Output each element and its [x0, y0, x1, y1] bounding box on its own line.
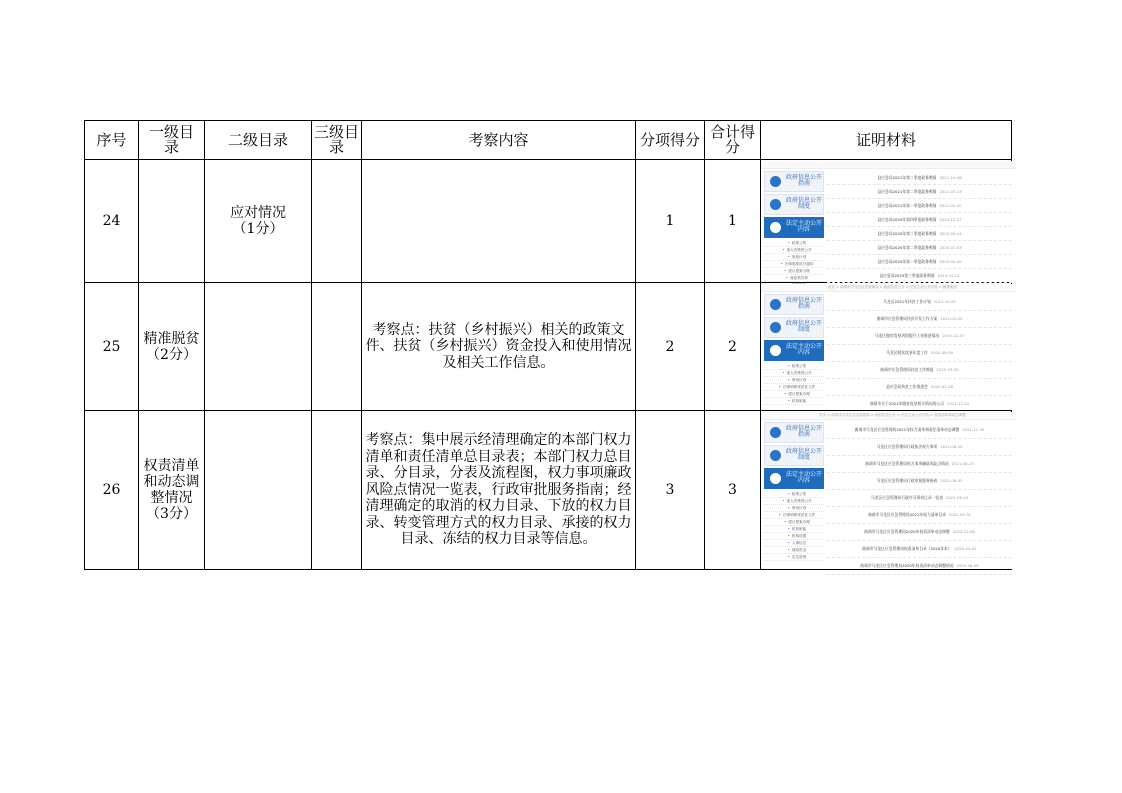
evidence-screenshot	[761, 161, 1016, 282]
submenu-list	[764, 363, 824, 405]
screenshot-sidebar	[764, 422, 824, 569]
submenu-item: • 人事信息	[764, 540, 824, 547]
cell-seq: 26	[85, 411, 139, 570]
screenshot-breadcrumb	[761, 161, 1016, 169]
list-icon	[770, 345, 781, 356]
cell-seq: 24	[85, 160, 139, 283]
submenu-item: • 机构职能	[764, 398, 824, 405]
screenshot-article-list	[827, 422, 1012, 569]
header-level3: 三级目录	[312, 121, 362, 160]
cell-seq: 25	[85, 283, 139, 411]
list-item: 曲靖市关于2021年脱贫攻坚相关情况的公示 2021-12-20	[827, 396, 1012, 413]
list-item: 县应急局2020年第一季度政务舆情 2020-04-09	[827, 255, 1012, 269]
table-row	[85, 411, 1012, 570]
list-item: 曲靖市马龙区应急管理局2020年权责清单动态调整情况 2020-06-06	[827, 558, 1012, 575]
list-item: 曲靖市马龙区应急管理局2021年权力清单目录 2021-05-31	[827, 507, 1012, 524]
submenu-item: • 规划计划	[764, 377, 824, 384]
submenu-item: • 政策公报	[764, 491, 824, 498]
screenshot-article-list	[827, 294, 1012, 410]
submenu-item: • 财政资金	[764, 547, 824, 554]
submenu-item: • 机构职能	[764, 526, 824, 533]
evidence-screenshot	[761, 284, 1016, 410]
submenu-item: • 政策公报	[764, 240, 824, 247]
table-row	[85, 160, 1012, 283]
list-item: 马龙区2021年扶贫工作计划 2021-10-02	[827, 294, 1012, 311]
screenshot-sidebar	[764, 171, 824, 282]
header-seq: 序号	[85, 121, 139, 160]
cell-total-score: 1	[705, 160, 761, 283]
header-total-score: 合计得分	[705, 121, 761, 160]
screenshot-sidebar	[764, 294, 824, 410]
submenu-item: • 法律明要部分通知	[764, 261, 824, 268]
header-level2: 二级目录	[205, 121, 312, 160]
cell-level3	[312, 283, 362, 411]
document-icon	[770, 450, 781, 461]
cell-evidence	[761, 160, 1012, 283]
list-item: 曲靖市马龙区应急管理局2021年权力清单和责任清单动态调整 2021-11-30	[827, 422, 1012, 439]
list-item: 马龙区应急管理局行政审批服务指南 2021-08-03	[827, 473, 1012, 490]
list-item: 曲靖市应急管理局扶贫工作简报 2020-03-25	[827, 362, 1012, 379]
submenu-item: • 财政预决算	[764, 275, 824, 282]
cell-content: 考察点：集中展示经清理确定的本部门权力清单和责任清单总目录表；本部门权力总目录、分目录，分表及流程图，权力事项廉政风险点情况一览表，行政审批服务指南；经清理确定的取消的权力目录、下放的权力目录、转变管理方式的权力目录、承接的权力目录、冻结的权力目录等信息。	[362, 411, 636, 570]
submenu-item: • 应急管理	[764, 554, 824, 561]
list-item: 县应急局2019第三季度政务舆情 2019-10-11	[827, 269, 1012, 283]
document-icon	[770, 322, 781, 333]
cell-level2: 应对情况 （1分）	[205, 160, 312, 283]
list-item: 县应急局2020年第四季度政务舆情 2020-12-27	[827, 213, 1012, 227]
list-item: 马龙区脱贫攻坚巩固提升工作推进情况 2020-12-07	[827, 328, 1012, 345]
submenu-item: • 规划计划	[764, 254, 824, 261]
header-content: 考察内容	[362, 121, 636, 160]
list-item: 县应急局扶贫工作推进会 2020-02-28	[827, 379, 1012, 396]
list-item: 县应急局2021年第二季度政务舆情 2021-07-13	[827, 185, 1012, 199]
submenu-item: • 建议提案办理	[764, 519, 824, 526]
list-item: 曲靖市马龙区应急管理局权责清单目录（2020年本） 2020-10-02	[827, 541, 1012, 558]
cell-item-score: 2	[636, 283, 705, 411]
list-item: 曲靖市应急管理局扶贫开发工作方案 2021-02-05	[827, 311, 1012, 328]
cell-item-score: 3	[636, 411, 705, 570]
list-item: 曲靖市马龙区应急管理局2020年权责清单动态调整 2020-12-08	[827, 524, 1012, 541]
list-item: 县应急局2020年第三季度政务舆情 2020-09-24	[827, 227, 1012, 241]
menu-content: 法定主动公开内容	[764, 468, 824, 489]
submenu-item: • 政策公报	[764, 363, 824, 370]
compass-icon	[770, 427, 781, 438]
cell-total-score: 2	[705, 283, 761, 411]
list-item: 县应急局2021年第三季度政务舆情 2021-10-08	[827, 171, 1012, 185]
screenshot-breadcrumb: 首页 > 曲靖市马龙区应急管理局 > 政府信息公开 > 法定主动公开内容 > 精准脱贫	[761, 284, 1016, 292]
cell-content: 考察点：扶贫（乡村振兴）相关的政策文件、扶贫（乡村振兴）资金投入和使用情况及相关工作信息。	[362, 283, 636, 411]
cell-evidence	[761, 283, 1012, 411]
header-level1: 一级目录	[139, 121, 205, 160]
submenu-item: • 重大决策预公开	[764, 247, 824, 254]
menu-system: 政府信息公开制度	[764, 194, 824, 215]
submenu-list	[764, 240, 824, 289]
cell-evidence	[761, 411, 1012, 570]
list-item: 马龙区应急管理局行政许可事项目录一览表 2021-06-15	[827, 490, 1012, 507]
screenshot-article-list	[827, 171, 1012, 282]
table-header-row	[85, 121, 1012, 160]
list-item: 县应急局2021年第一季度政务舆情 2021-03-30	[827, 199, 1012, 213]
evaluation-table	[84, 120, 1012, 570]
submenu-item: • 重大决策预公开	[764, 370, 824, 377]
cell-level2	[205, 283, 312, 411]
list-item: 马龙区脱贫攻坚年度工作 2020-09-09	[827, 345, 1012, 362]
evidence-screenshot	[761, 412, 1016, 569]
list-item: 马龙区应急管理局行政执法权力事项 2021-08-30	[827, 439, 1012, 456]
cell-item-score: 1	[636, 160, 705, 283]
list-item: 曲靖市马龙区应急管理局权力事项廉政风险点情况 2021-08-23	[827, 456, 1012, 473]
submenu-item: • 机构设置	[764, 533, 824, 540]
menu-system: 政府信息公开制度	[764, 317, 824, 338]
cell-level3	[312, 160, 362, 283]
menu-guide: 政府信息公开指南	[764, 294, 824, 315]
submenu-item: • 重大决策预公开	[764, 498, 824, 505]
menu-guide: 政府信息公开指南	[764, 422, 824, 443]
submenu-list	[764, 491, 824, 561]
screenshot-breadcrumb: 首页 > 曲靖市马龙区应急管理局 > 政府信息公开 > 法定主动公开内容 > 权责清单和动态调整	[761, 412, 1016, 420]
cell-level1: 权责清单和动态调整情况（3分）	[139, 411, 205, 570]
list-icon	[770, 473, 781, 484]
compass-icon	[770, 176, 781, 187]
cell-content	[362, 160, 636, 283]
cell-total-score: 3	[705, 411, 761, 570]
submenu-item: • 建议提案办理	[764, 268, 824, 275]
menu-content: 法定主动公开内容	[764, 340, 824, 361]
list-icon	[770, 222, 781, 233]
submenu-item: • 法律明要规范性文件	[764, 512, 824, 519]
header-evidence: 证明材料	[761, 121, 1012, 160]
menu-system: 政府信息公开制度	[764, 445, 824, 466]
cell-level1	[139, 160, 205, 283]
cell-level2	[205, 411, 312, 570]
header-item-score: 分项得分	[636, 121, 705, 160]
submenu-item: • 法律明要规范性文件	[764, 384, 824, 391]
menu-content: 法定主动公开内容	[764, 217, 824, 238]
list-item: 县应急局2020年第二季度政务舆情 2020-07-03	[827, 241, 1012, 255]
submenu-item: • 建议提案办理	[764, 391, 824, 398]
compass-icon	[770, 299, 781, 310]
menu-guide: 政府信息公开指南	[764, 171, 824, 192]
submenu-item: • 规划计划	[764, 505, 824, 512]
table-row	[85, 283, 1012, 411]
document-icon	[770, 199, 781, 210]
cell-level1: 精准脱贫 （2分）	[139, 283, 205, 411]
cell-level3	[312, 411, 362, 570]
